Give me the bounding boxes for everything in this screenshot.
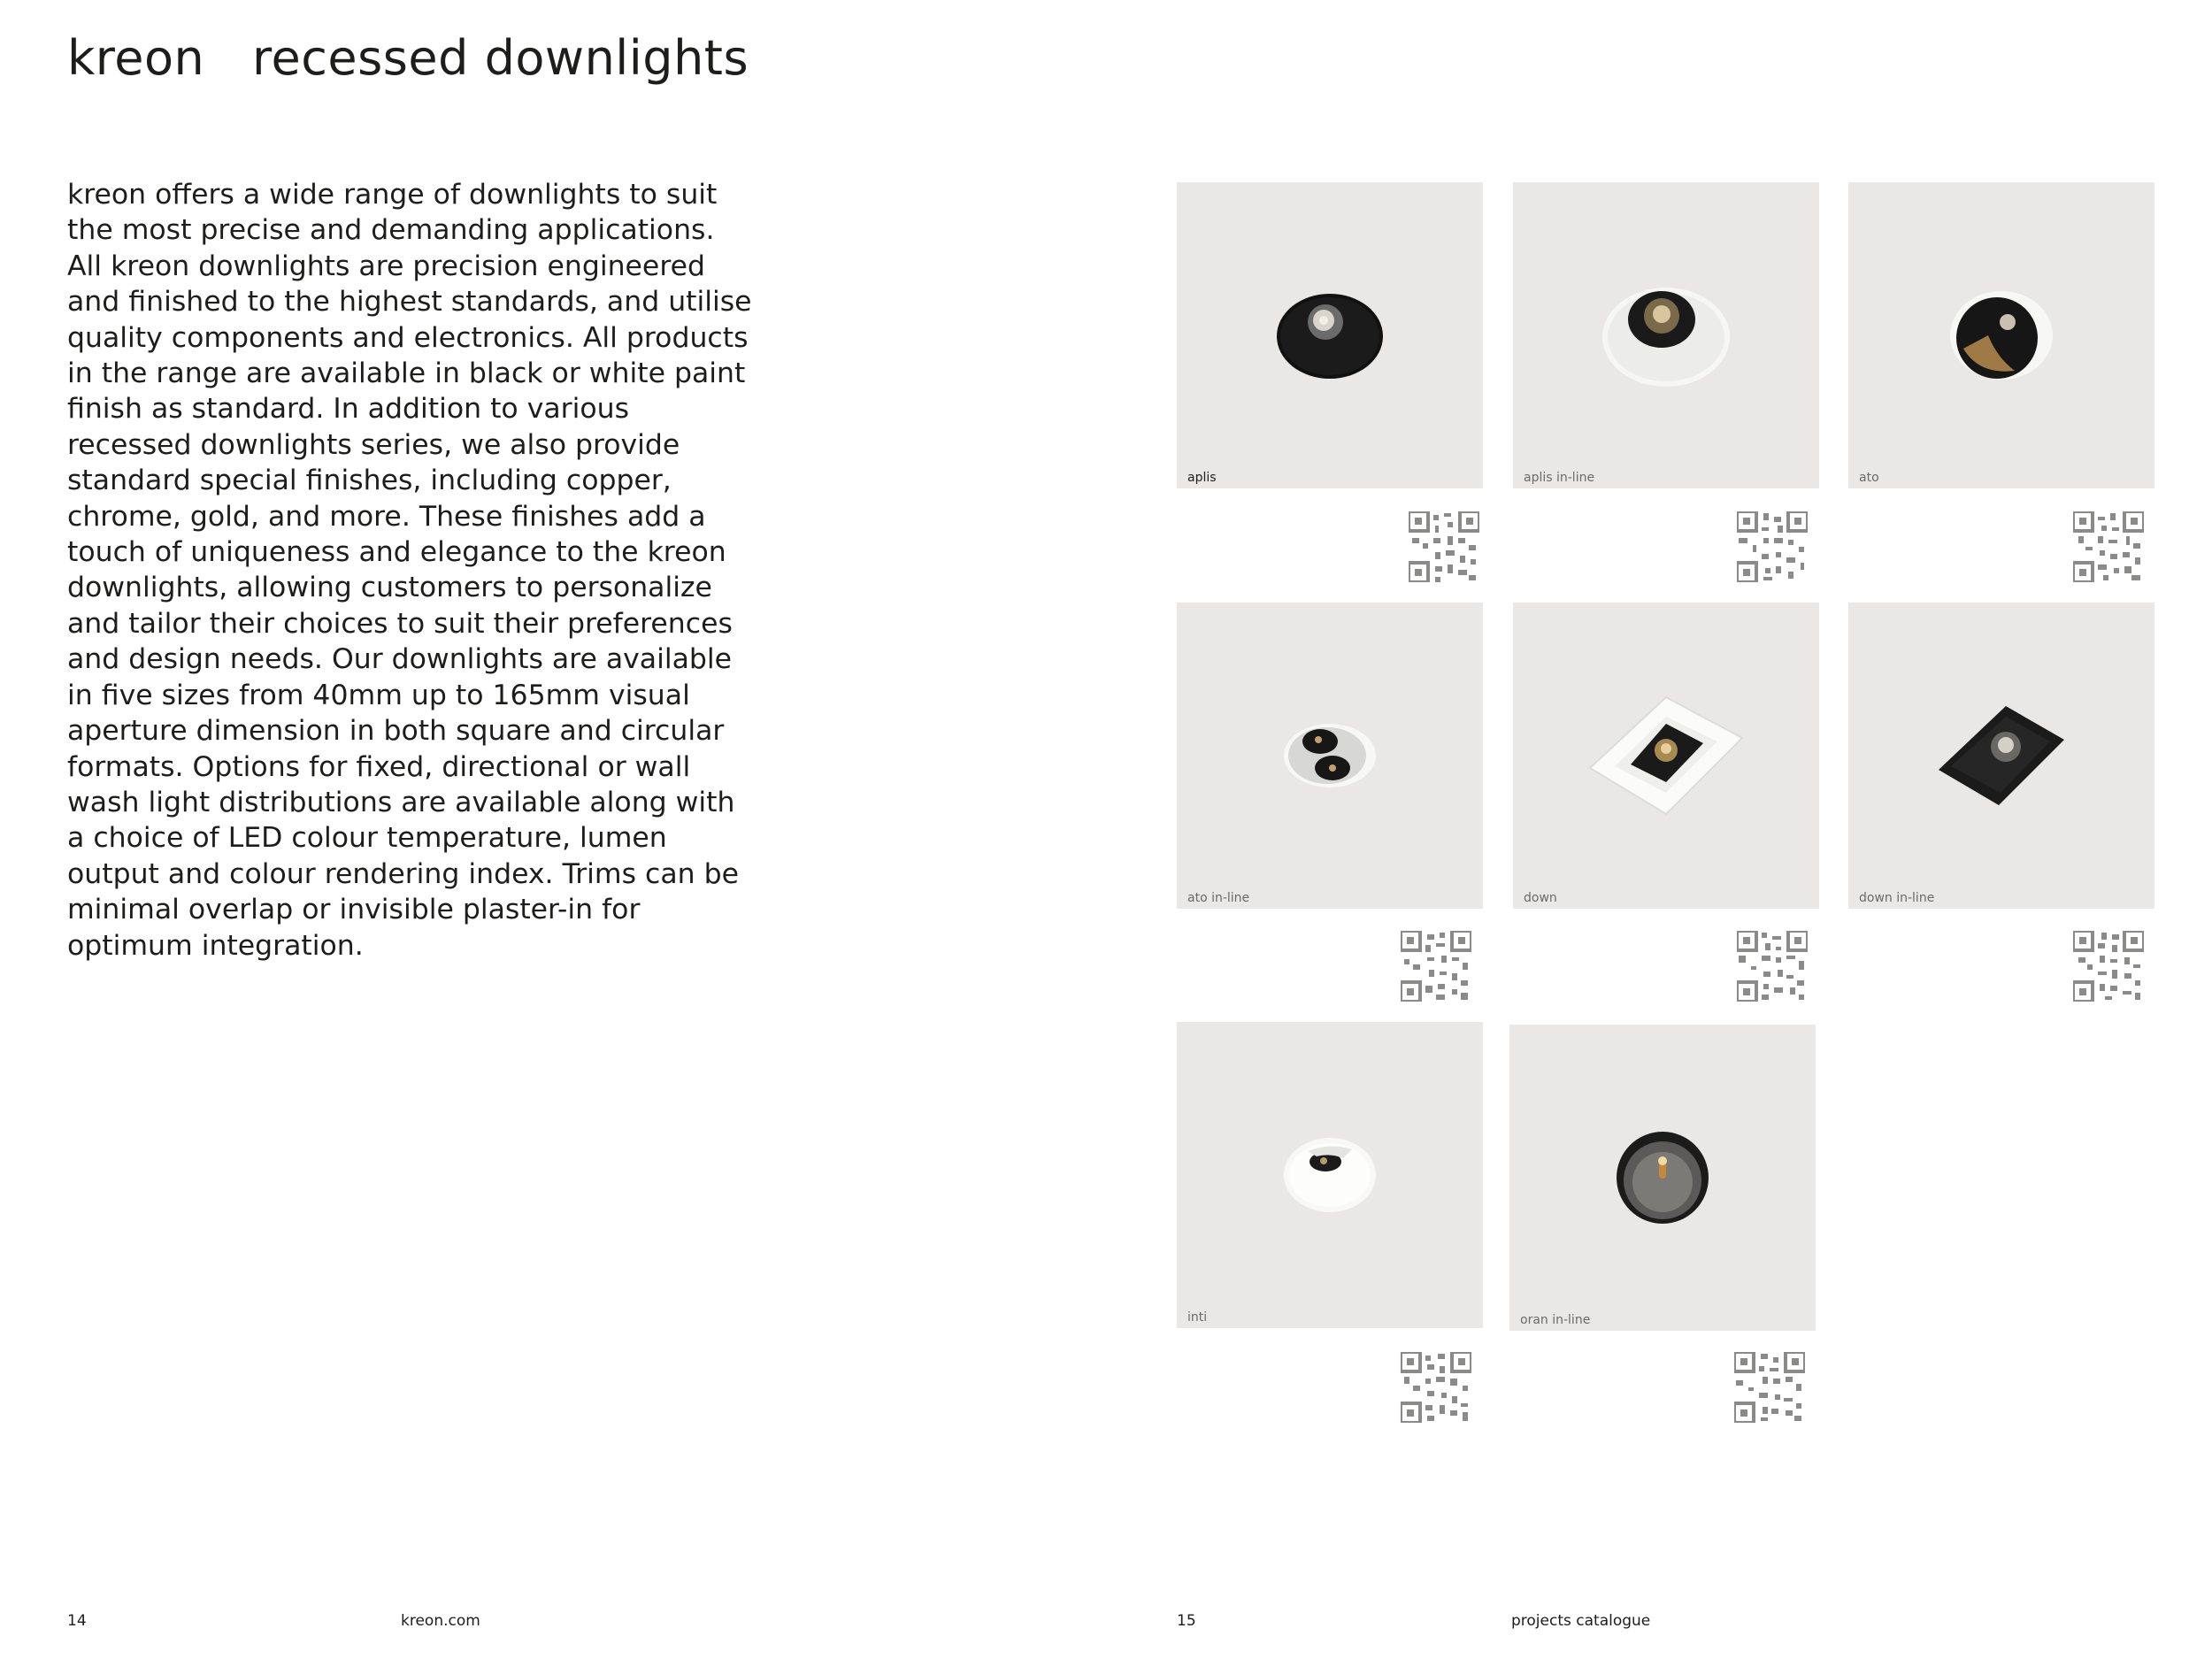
oran-in-line-downlight-image — [1614, 1129, 1711, 1226]
product-label: ato in-line — [1187, 891, 1250, 905]
product-card-aplis[interactable] — [1177, 182, 1483, 488]
brand-logo: kreon — [67, 30, 205, 86]
ato-downlight-image — [1944, 287, 2059, 384]
aplis-in-line-downlight-image — [1600, 282, 1732, 388]
aplis-downlight-image — [1272, 287, 1387, 384]
ato-in-line-downlight-image — [1281, 720, 1379, 791]
qr-code-down[interactable] — [1737, 931, 1808, 1002]
qr-code-ato[interactable] — [2073, 511, 2144, 582]
intro-paragraph: kreon offers a wide range of downlights to suit the most precise and demanding applications. All kreon downlights are precision engineered and finished to the highest standards, and utilise quality components and electronics. All products in the range are available in black or white paint finish as standard. In addition to various recessed downlights series, we also provide standard special finishes, including copper, chrome, gold, and more. These finishes add a touch of uniqueness and elegance to the kreon downlights, allowing customers to personalize and tailor their choices to suit their preferences and design needs. Our downlights are available in five sizes from 40mm up to 165mm visual aperture dimension in both square and circular formats. Options for fixed, directional or wall wash light distributions are available along with a choice of LED colour temperature, lumen output and colour rendering index. Trims can be minimal overlap or invisible plaster-in for optimum integration. — [67, 179, 752, 962]
down-downlight-image — [1586, 694, 1746, 818]
footer-page-number-right: 15 — [1177, 1612, 1196, 1630]
product-card-oran-in-line[interactable] — [1509, 1025, 1816, 1331]
product-label: down in-line — [1859, 891, 1935, 905]
down-in-line-downlight-image — [1935, 703, 2068, 809]
qr-code-aplis-in-line[interactable] — [1737, 511, 1808, 582]
product-card-ato-in-line[interactable] — [1177, 603, 1483, 909]
product-card-down-in-line[interactable] — [1848, 603, 2154, 909]
product-label: aplis — [1187, 471, 1217, 485]
product-label: inti — [1187, 1310, 1208, 1325]
product-card-down[interactable] — [1513, 603, 1819, 909]
footer-website[interactable]: kreon.com — [401, 1612, 480, 1630]
qr-code-aplis[interactable] — [1409, 511, 1479, 582]
qr-code-oran-in-line[interactable] — [1734, 1352, 1805, 1423]
product-label: ato — [1859, 471, 1879, 485]
product-card-ato[interactable] — [1848, 182, 2154, 488]
footer-catalogue-title: projects catalogue — [1511, 1612, 1651, 1630]
product-label: down — [1524, 891, 1557, 905]
inti-downlight-image — [1281, 1135, 1379, 1215]
footer-page-number-left: 14 — [67, 1612, 87, 1630]
page-title: recessed downlights — [252, 30, 749, 86]
product-card-inti[interactable] — [1177, 1022, 1483, 1328]
product-label: oran in-line — [1520, 1313, 1591, 1327]
qr-code-ato-in-line[interactable] — [1401, 931, 1471, 1002]
qr-code-down-in-line[interactable] — [2073, 931, 2144, 1002]
qr-code-inti[interactable] — [1401, 1352, 1471, 1423]
product-label: aplis in-line — [1524, 471, 1595, 485]
product-card-aplis-in-line[interactable] — [1513, 182, 1819, 488]
